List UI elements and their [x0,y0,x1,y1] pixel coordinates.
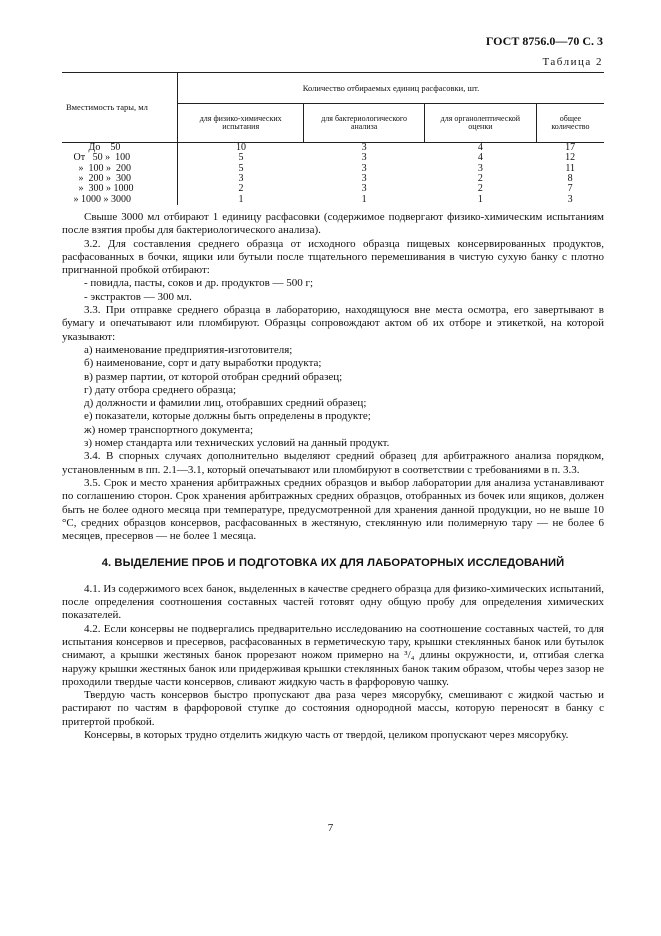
paragraph-over-3000: Свыше 3000 мл отбирают 1 единицу расфасовки (содержимое подвергают физико-химическим испытаниям после взятия пробы для бактериологического анализа). [62,211,604,237]
list-item: б) наименование, сорт и дату выработки продукта; [84,357,322,370]
page-number: 7 [327,822,334,834]
table-row [62,153,604,163]
cell-total: 3 [567,193,573,205]
paragraph-hard-separate: Консервы, в которых трудно отделить жидкую часть от твердой, целиком пропускают через мясорубку. [84,728,569,741]
list-item: д) должности и фамилии лиц, отобравших средний образец; [84,397,367,410]
cell-bacteriological: 1 [361,193,367,205]
row-capacity: От 50 » 100 [62,153,178,163]
paragraph-3-3: 3.3. При отправке среднего образца в лабораторию, находящуюся вне места осмотра, его завертывают в бумагу и опечатывают или пломбируют. Образцы сопровождают актом об их отборе и этикеткой, на которой указывают: [62,304,604,343]
list-item: з) номер стандарта или технических условий на данный продукт. [84,437,390,450]
paragraph-4-1: 4.1. Из содержимого всех банок, выделенных в качестве среднего образца для физико-химических испытаний, после определения соотношения составных частей готовят одну общую пробу для определения химических показателей. [62,582,604,622]
cell-bacteriological: 3 [361,173,367,185]
table-row [62,194,604,204]
cell-organoleptic: 4 [477,152,483,164]
table-row [62,143,604,154]
row-capacity: » 1000 » 3000 [62,194,178,204]
cell-organoleptic: 1 [477,193,483,205]
list-item: г) дату отбора среднего образца; [84,383,237,396]
table-row [62,174,604,184]
cell-physchem: 5 [238,152,244,164]
row-capacity: » 300 » 1000 [62,184,178,194]
header-total: общее количество [536,104,604,143]
list-item: е) показатели, которые должны быть определены в продукте; [84,410,371,423]
list-item: в) размер партии, от которой отобран средний образец; [84,370,343,383]
cell-total: 17 [565,142,576,154]
table-row [62,164,604,174]
cell-physchem: 5 [238,162,244,174]
paragraph-3-4: 3.4. В спорных случаях дополнительно выделяют средний образец для арбитражного анализа порядком, установленным в пп. 2.1—3.1, который опечатывают или пломбируют в соответствии с требованиями в п. 3.3. [62,450,604,476]
paragraph-4-2: 4.2. Если консервы не подвергались предварительно исследованию на соотношение составных частей, то для испытания консервов и пресервов, расфасованных в герметическую тару, крышки стеклянных банок или бутылок снимают, а крышки жестяных банок прорезают ножом примерно на ³/₄ длины окружности, и, отгибая слегка наружу крышки жестяных банок или придерживая крышки стеклянных банок таким образом, чтобы через зазор не проходили твердые части консервов, сливают жидкую часть в фарфоровую чашку. [62,622,604,688]
sampling-table [62,72,604,205]
cell-physchem: 10 [235,142,246,154]
cell-bacteriological: 3 [361,183,367,195]
capacity-header: Вместимость тары, мл [62,73,178,143]
list-item: а) наименование предприятия-изготовителя; [84,343,293,356]
cell-organoleptic: 2 [477,183,483,195]
list-item: - повидла, пасты, соков и др. продуктов — 500 г; [84,277,314,290]
cell-physchem: 1 [238,193,244,205]
cell-total: 7 [567,183,573,195]
cell-organoleptic: 2 [477,173,483,185]
cell-bacteriological: 3 [361,162,367,174]
header-bacteriological: для бактериологического анализа [304,104,424,143]
cell-physchem: 2 [238,183,244,195]
cell-total: 11 [565,162,575,174]
document-body [62,211,604,742]
cell-organoleptic: 3 [477,162,483,174]
paragraph-3-5: 3.5. Срок и место хранения арбитражных средних образцов и выбор лаборатории для анализа устанавливают по соглашению сторон. Срок хранения арбитражных средних образцов, отобранных из бочек или ящиков, должен быть не более одного месяца при температуре, предусмотренной для хранения данной продукции, но не выше 10 °С, средних образцов консервов, расфасованных в жестяную, стеклянную или полимерную тару — не более 6 месяцев, пресервов — не более 1 месяца. [62,476,604,543]
table-label: Таблица 2 [542,56,603,68]
cell-total: 8 [567,173,573,185]
header-organoleptic: для органолептической оценки [424,104,536,143]
cell-organoleptic: 4 [477,142,483,154]
cell-bacteriological: 3 [361,142,367,154]
paragraph-solid-part: Твердую часть консервов быстро пропускают два раза через мясорубку, смешивают с жидкой частью и растирают по частям в фарфоровой ступке до состояния однородной массы, которую переносят в банку с притертой пробкой. [62,689,604,728]
paragraph-3-2: 3.2. Для составления среднего образца от исходного образца пищевых консервированных продуктов, расфасованных в бочки, ящики или бутыли после тщательного перемешивания в чистую сухую банку с плотно пригнанной пробкой отбирают: [62,237,604,277]
cell-total: 12 [565,152,576,164]
row-capacity: До 50 [62,143,178,154]
standard-header: ГОСТ 8756.0—70 С. 3 [485,34,603,48]
cell-bacteriological: 3 [361,152,367,164]
quantity-group-header: Количество отбираемых единиц расфасовки, шт. [178,73,605,104]
row-capacity: » 100 » 200 [62,164,178,174]
header-physchem: для физико-химических испытания [178,104,304,143]
row-capacity: » 200 » 300 [62,174,178,184]
list-item: - экстрактов — 300 мл. [84,290,192,303]
cell-physchem: 3 [238,173,244,185]
table-row [62,184,604,194]
section-4-title: 4. ВЫДЕЛЕНИЕ ПРОБ И ПОДГОТОВКА ИХ ДЛЯ ЛАБОРАТОРНЫХ ИССЛЕДОВАНИЙ [101,557,565,570]
list-item: ж) номер транспортного документа; [84,423,254,436]
